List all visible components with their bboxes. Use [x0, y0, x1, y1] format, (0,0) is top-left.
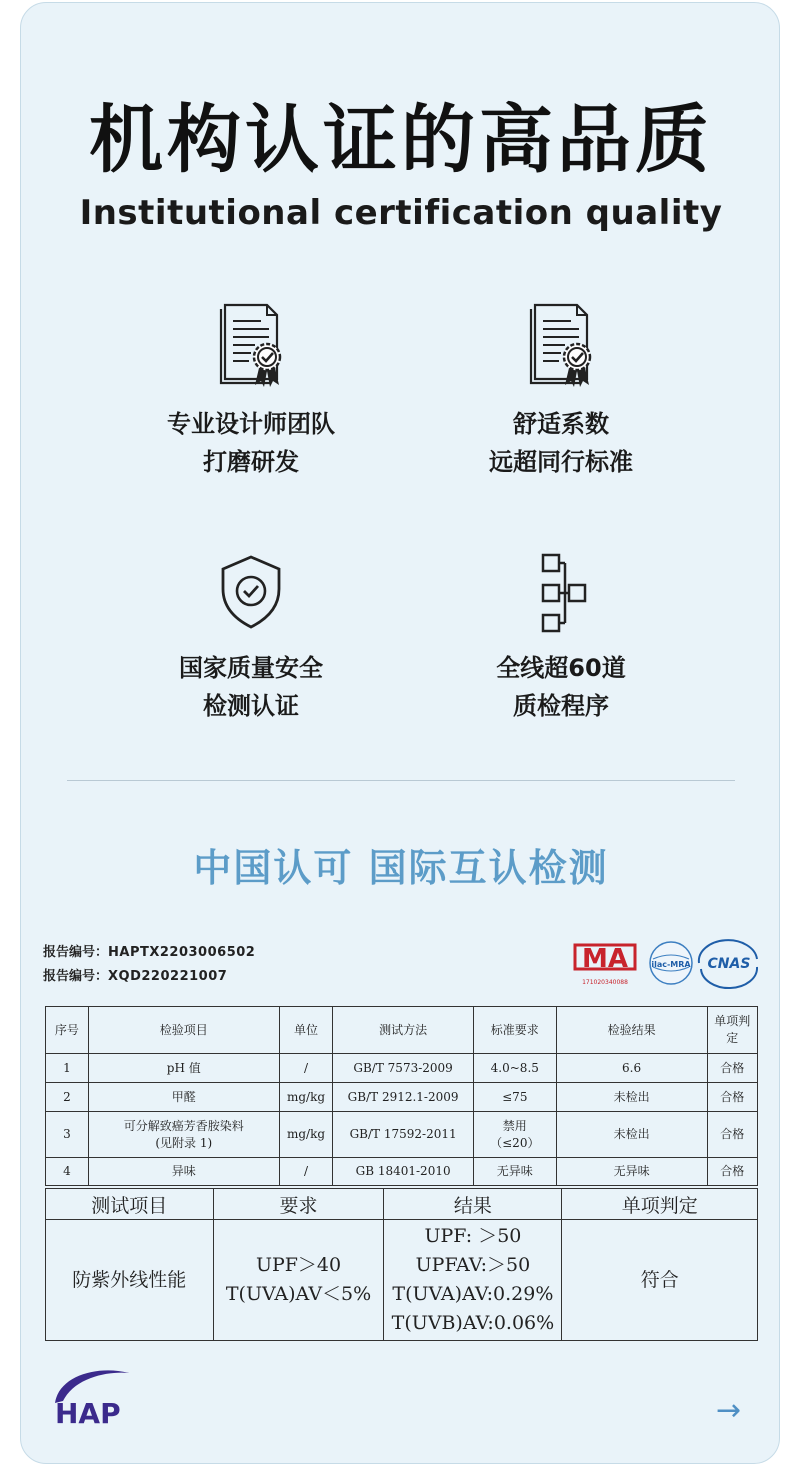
certificate-document-icon	[91, 299, 411, 393]
certificate-document-icon	[401, 299, 721, 393]
table-cell: /	[279, 1054, 333, 1083]
next-arrow-icon[interactable]: →	[716, 1393, 742, 1428]
result-line: UPF: ＞50	[424, 1225, 522, 1247]
report-label: 报告编号：	[43, 969, 109, 984]
report-number	[43, 941, 255, 960]
page-title: 机构认证的高品质	[89, 97, 713, 183]
flowchart-icon	[401, 551, 721, 641]
table-cell: 合格	[707, 1112, 757, 1158]
ilac-logo-text: ilac-MRA	[651, 960, 691, 969]
result-line: UPFAV:＞50	[415, 1254, 531, 1276]
table-row	[46, 1054, 758, 1083]
report-number	[43, 965, 227, 984]
table-cell: 2	[46, 1083, 89, 1112]
feature-line-1: 舒适系数	[513, 410, 609, 438]
cma-logo-text: MA	[582, 944, 628, 974]
table-cell: /	[279, 1158, 333, 1186]
header-cell: 序号	[46, 1007, 89, 1054]
header-cell: 单位	[279, 1007, 333, 1054]
feature-line-1: 国家质量安全	[179, 654, 323, 682]
uv-verdict: 符合	[562, 1220, 758, 1341]
page-subtitle: Institutional certification quality	[79, 193, 723, 233]
feature-line-2: 质检程序	[513, 692, 609, 720]
table-cell: 合格	[707, 1054, 757, 1083]
feature-line-2: 检测认证	[203, 692, 299, 720]
table-cell: 未检出	[556, 1112, 707, 1158]
table-cell: 禁用 （≤20）	[473, 1112, 556, 1158]
table-row	[46, 1083, 758, 1112]
table-cell: GB/T 7573-2009	[333, 1054, 474, 1083]
requirement-line: T(UVA)AV＜5%	[225, 1283, 372, 1305]
certification-card	[20, 2, 780, 1464]
cma-logo	[575, 944, 635, 986]
ilac-mra-logo	[650, 942, 692, 984]
header-cell: 测试方法	[333, 1007, 474, 1054]
table-cell: 异味	[88, 1158, 279, 1186]
feature-national-safety	[91, 551, 411, 725]
cma-number: 171020340088	[582, 979, 628, 986]
section-title: 中国认可 国际互认检测	[193, 846, 609, 890]
header-cell: 结果	[384, 1189, 562, 1220]
table-cell: mg/kg	[279, 1083, 333, 1112]
feature-line-1: 全线超60道	[496, 654, 626, 682]
section-divider	[67, 780, 735, 781]
table-cell: GB/T 2912.1-2009	[333, 1083, 474, 1112]
header-cell: 要求	[213, 1189, 384, 1220]
table-cell: 1	[46, 1054, 89, 1083]
table-header-row	[46, 1189, 758, 1220]
report-label: 报告编号：	[43, 945, 109, 960]
header-cell: 标准要求	[473, 1007, 556, 1054]
table-cell: ≤75	[473, 1083, 556, 1112]
result-line: T(UVB)AV:0.06%	[391, 1312, 555, 1334]
table-cell: 4.0~8.5	[473, 1054, 556, 1083]
table-cell: 无异味	[556, 1158, 707, 1186]
table-cell: mg/kg	[279, 1112, 333, 1158]
cnas-logo	[699, 940, 757, 988]
header-cell: 检验项目	[88, 1007, 279, 1054]
table-cell: 可分解致癌芳香胺染料 (见附录 1)	[88, 1112, 279, 1158]
header-cell: 测试项目	[46, 1189, 214, 1220]
table-cell: 3	[46, 1112, 89, 1158]
table-cell: 合格	[707, 1158, 757, 1186]
table-row	[46, 1158, 758, 1186]
hap-logo-text: HAP	[55, 1397, 121, 1430]
hap-logo	[49, 1363, 139, 1433]
cnas-logo-text: CNAS	[707, 956, 751, 972]
header-cell: 单项判定	[707, 1007, 757, 1054]
feature-line-2: 远超同行标准	[489, 448, 633, 476]
uv-test-item: 防紫外线性能	[46, 1220, 214, 1341]
table-cell: 合格	[707, 1083, 757, 1112]
uv-results	[384, 1220, 562, 1341]
feature-quality-process	[401, 551, 721, 725]
uv-requirements	[213, 1220, 384, 1341]
table-cell: 未检出	[556, 1083, 707, 1112]
report-value: XQD220221007	[108, 969, 228, 984]
table-cell: GB 18401-2010	[333, 1158, 474, 1186]
report-value: HAPTX2203006502	[108, 945, 256, 960]
table-cell: 6.6	[556, 1054, 707, 1083]
table-cell: 甲醛	[88, 1083, 279, 1112]
shield-check-icon	[91, 551, 411, 635]
feature-designer-team	[91, 299, 411, 481]
table-cell: 4	[46, 1158, 89, 1186]
table-cell: pH 值	[88, 1054, 279, 1083]
feature-comfort-index	[401, 299, 721, 481]
requirement-line: UPF＞40	[255, 1254, 342, 1276]
table-cell: 无异味	[473, 1158, 556, 1186]
table-row	[46, 1220, 758, 1341]
result-line: T(UVA)AV:0.29%	[392, 1283, 554, 1305]
header-cell: 检验结果	[556, 1007, 707, 1054]
table-row	[46, 1112, 758, 1158]
table-cell: GB/T 17592-2011	[333, 1112, 474, 1158]
test-results-table	[45, 1006, 758, 1186]
certification-logos	[569, 937, 761, 993]
feature-line-1: 专业设计师团队	[167, 410, 335, 438]
header-cell: 单项判定	[562, 1189, 758, 1220]
feature-line-2: 打磨研发	[203, 448, 299, 476]
uv-protection-table	[45, 1188, 758, 1341]
table-header-row	[46, 1007, 758, 1054]
